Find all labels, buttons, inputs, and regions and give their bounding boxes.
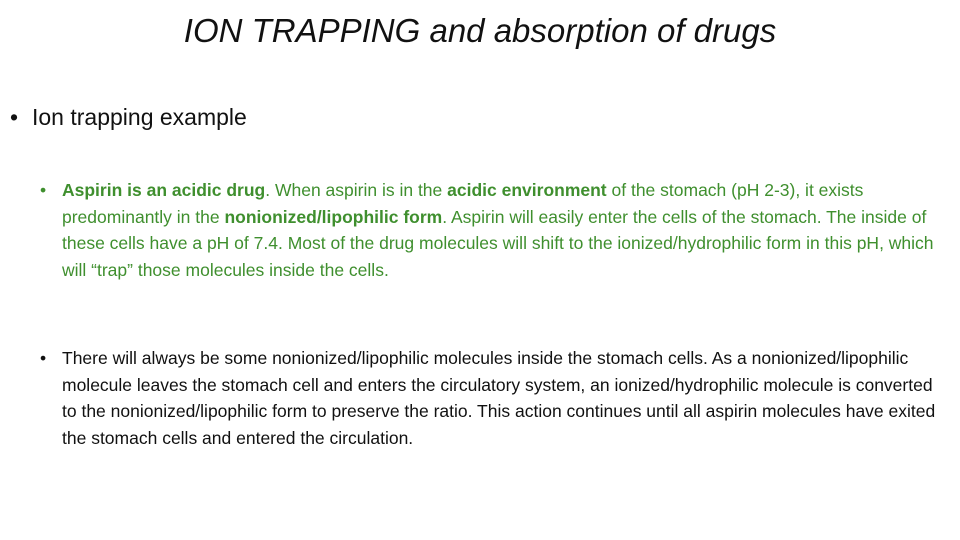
- text-segment: . When aspirin is in the: [265, 180, 448, 200]
- sub-bullet-2-text: There will always be some nonionized/lipophilic molecules inside the stomach cells. As a nonionized/lipophilic molecule leaves the stomach cell and enters the circulatory system, an ionized/hydrophilic molecule is converted to the nonionized/lipophilic form to preserve the ratio. This action continues until all aspirin molecules have exited the stomach cells and entered the circulation.: [62, 348, 936, 448]
- sub-bullet-2: [40, 345, 950, 451]
- text-segment: of the stomach (pH 2-3), it exists predominantly in the: [62, 180, 864, 227]
- sub-bullet-1-text: [62, 177, 950, 283]
- bullet-marker: •: [10, 104, 19, 130]
- bold-phrase-acidic-environment: acidic environment: [447, 180, 607, 200]
- text-segment: . Aspirin will easily enter the cells of the stomach. The inside of these cells have a pH of 7.4. Most of the drug molecules will shift to the ionized/hydrophilic form in this pH, which will “trap” those molecules inside the cells.: [62, 206, 934, 280]
- sub-bullet-1: [40, 177, 950, 283]
- main-bullet: [10, 104, 247, 131]
- bullet-marker: •: [40, 348, 47, 368]
- main-bullet-text: Ion trapping example: [32, 104, 247, 130]
- slide-title: ION TRAPPING and absorption of drugs: [183, 12, 777, 49]
- bold-phrase-nonionized-form: nonionized/lipophilic form: [224, 206, 443, 227]
- bold-phrase-acidic-drug: Aspirin is an acidic drug: [62, 180, 266, 200]
- bullet-marker: •: [40, 180, 47, 200]
